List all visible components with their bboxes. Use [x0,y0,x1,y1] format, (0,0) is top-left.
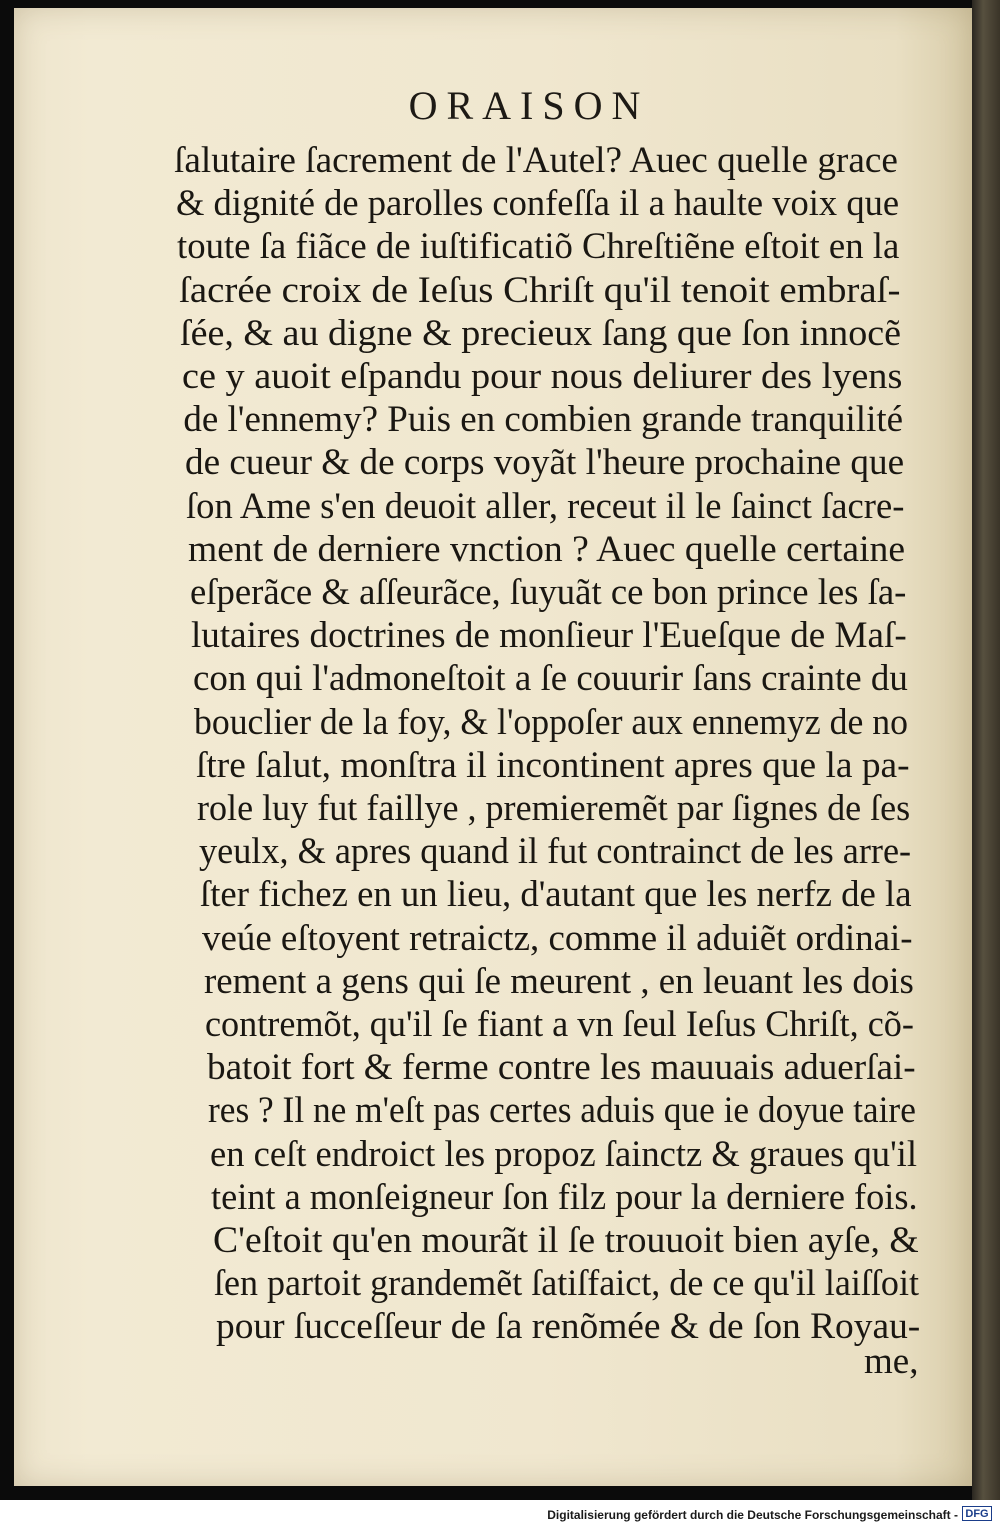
text-line: ſée, & au digne & precieux ſang que ſon innocẽ [180,312,902,354]
text-line: eſperãce & aſſeurãce, ſuyuãt ce bon prince les ſa- [189,572,906,613]
text-line: ſtre ſalut, monſtra il incontinent apres que la pa- [195,744,910,786]
text-line: de cueur & de corps voyãt l'heure prochaine que [184,442,904,484]
text-line: ſen partoit grandemẽt ſatiſfaict, de ce qu'il laiſſoit [214,1263,920,1305]
text-line: rement a gens qui ſe meurent , en leuant les dois [203,960,914,1002]
text-line: C'eſtoit qu'en mourãt il ſe trouuoit bien ayſe, & [212,1220,919,1261]
text-line: ce y auoit eſpandu pour nous deliurer des lyens [181,356,903,397]
text-line: role luy fut faillye , premieremẽt par ſignes de ſes [197,788,911,829]
footer-credit: Digitalisierung gefördert durch die Deutsche Forschungsgemeinschaft - [547,1508,958,1522]
text-line: batoit fort & ferme contre les mauuais aduerſai- [206,1047,916,1089]
text-line: en ceſt endroict les propoz ſainctz & graues qu'il [209,1133,917,1175]
text-line: lutaires doctrines de monſieur l'Eueſque de Maſ- [191,615,907,657]
footer-bar [0,1500,1000,1528]
running-head: ORAISON [408,83,650,128]
catchword: me, [864,1341,919,1382]
text-line: ſacrée croix de Ieſus Chriſt qu'il tenoit embraſ- [178,269,901,311]
text-line: pour ſucceſſeur de ſa renõmée & de ſon Royau- [216,1306,921,1348]
text-line: contremõt, qu'il ſe fiant a vn ſeul Ieſus Chriſt, cõ- [205,1004,915,1045]
text-line: ſalutaire ſacrement de l'Autel? Auec quelle grace [174,140,898,181]
text-line: ſon Ame s'en deuoit aller, receut il le ſainct ſacre- [186,485,905,527]
text-line: con qui l'admoneſtoit a ſe couurir ſans crainte du [192,658,908,700]
text-line: yeulx, & apres quand il fut contrainct de les arre- [198,831,911,873]
text-line: bouclier de la foy, & l'oppoſer aux ennemyz de no [194,701,909,743]
dfg-logo: DFG [962,1506,992,1521]
text-line: de l'ennemy? Puis en combien grande tranquilité [183,399,904,441]
text-line: ment de derniere vnction ? Auec quelle certaine [188,528,906,570]
page-edge [972,0,1000,1500]
text-line: res ? Il ne m'eſt pas certes aduis que ie doyue taire [208,1090,917,1132]
text-line: ſter fichez en un lieu, d'autant que les nerfz de la [200,874,912,916]
text-line: veúe eſtoyent retraictz, comme il aduiẽt ordinai- [202,917,913,959]
text-line: toute ſa fiãce de iuſtificatiõ Chreſtiẽne eſtoit en la [177,226,900,268]
text-line: teint a monſeigneur ſon filz pour la derniere fois. [211,1176,918,1218]
text-line: & dignité de parolles confeſſa il a haulte voix que [175,183,899,225]
